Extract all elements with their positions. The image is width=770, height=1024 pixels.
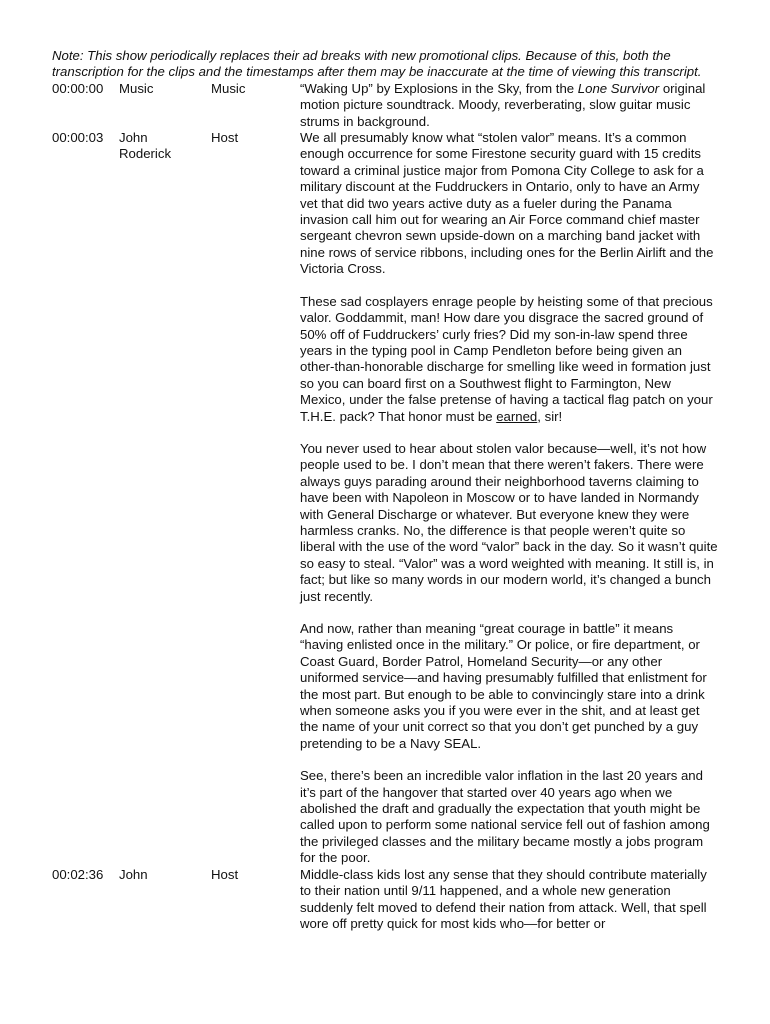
album-title: Lone Survivor xyxy=(577,80,660,96)
speaker-role: Host xyxy=(211,130,239,146)
speaker-name: Music xyxy=(119,80,154,96)
timestamp: 00:02:36 xyxy=(52,866,104,882)
timestamp: 00:00:00 xyxy=(52,80,104,96)
transcript-paragraph: See, there’s been an incredible valor inflation in the last 20 years and it’s part of the hangover that started over 40 years ago when we abolished the draft and gradually the expectation that youth might be called upon to perform some national service fell out of fashion among the privileged classes and the military became mostly a jobs program for the poor. xyxy=(300,768,710,866)
transcript-paragraph: You never used to hear about stolen valor because—well, it’s not how people used to be. I don’t mean that there weren’t fakers. There were always guys parading around their neighborhood taverns claiming to have been with Napoleon in Moscow or to have landed in Normandy with General Discharge or whatever. But everyone knew they were harmless cranks. No, the difference is that people weren’t quite so liberal with the use of the word “valor” back in the day. So it wasn’t quite so easy to steal. “Valor” was a word weighted with meaning. It still is, in fact; but like so many words in our modern world, it’s changed a bunch just recently. xyxy=(300,440,718,604)
speaker-role: Host xyxy=(211,866,239,882)
speaker-name: John xyxy=(119,866,148,882)
speaker-role: Music xyxy=(211,80,246,96)
transcript-row xyxy=(52,81,720,130)
transcript-paragraph: Middle-class kids lost any sense that they should contribute materially to their nation until 9/11 happened, and a whole new generation suddenly felt moved to defend their nation from attack. Well, that spell wore off pretty quick for most kids who—for better or xyxy=(300,866,707,931)
transcript-paragraph: We all presumably know what “stolen valor” means. It’s a common enough occurrence for some Firestone security guard with 15 credits toward a criminal justice major from Pomona City College to ask for a military discount at the Fuddruckers in Ontario, only to have an Army vet that did two years active duty as a fueler during the Panama invasion call him out for wearing an Air Force command chief master sergeant chevron sewn upside-down on a marching band jacket with nine rows of service ribbons, including ones for the Berlin Airlift and the Victoria Cross. xyxy=(300,130,714,277)
transcript-text xyxy=(300,867,718,933)
transcript-row xyxy=(52,130,720,867)
transcript-paragraph xyxy=(300,294,718,425)
transcript-page xyxy=(52,48,720,932)
transcript-paragraph: And now, rather than meaning “great courage in battle” it means “having enlisted once in the military.” Or police, or fire department, or Coast Guard, Border Patrol, Homeland Security—or any other uniformed service—and having presumably fulfilled that enlistment for the most part. But enough to be able to convincingly stare into a drink when someone asks you if you were ever in the shit, and at least get the name of your unit correct so that you don’t get punched by a guy pretending to be a Navy SEAL. xyxy=(300,621,707,751)
speaker-name: John Roderick xyxy=(119,130,172,162)
transcript-paragraph xyxy=(300,81,718,130)
underlined-word: earned xyxy=(496,408,538,424)
music-description-start: “Waking Up” by Explosions in the Sky, from the xyxy=(300,80,578,96)
timestamp: 00:00:03 xyxy=(52,130,104,146)
music-description-end: original motion picture soundtrack. Moody, reverberating, slow guitar music strums in background. xyxy=(300,80,706,129)
transcript-row xyxy=(52,867,720,933)
transcript-text xyxy=(300,130,718,867)
paragraph-text: These sad cosplayers enrage people by heisting some of that precious valor. Goddammit, man! How dare you disgrace the sacred ground of 50% off of Fuddruckers’ curly fries? Did my son-in-law spend three years in the typing pool in Camp Pendleton before being given an other-than-honorable discharge for smelling like weed in formation just so you can board first on a Southwest flight to Farmington, New Mexico, under the false pretense of having a tactical flag patch on your T.H.E. pack? That honor must be xyxy=(300,293,713,424)
transcript-note: Note: This show periodically replaces their ad breaks with new promotional clips. Because of this, both the transcription for the clips and the timestamps after them may be inaccurate at the time of viewing this transcript. xyxy=(52,48,702,80)
transcript-text xyxy=(300,81,718,130)
paragraph-text-end: , sir! xyxy=(537,408,563,424)
